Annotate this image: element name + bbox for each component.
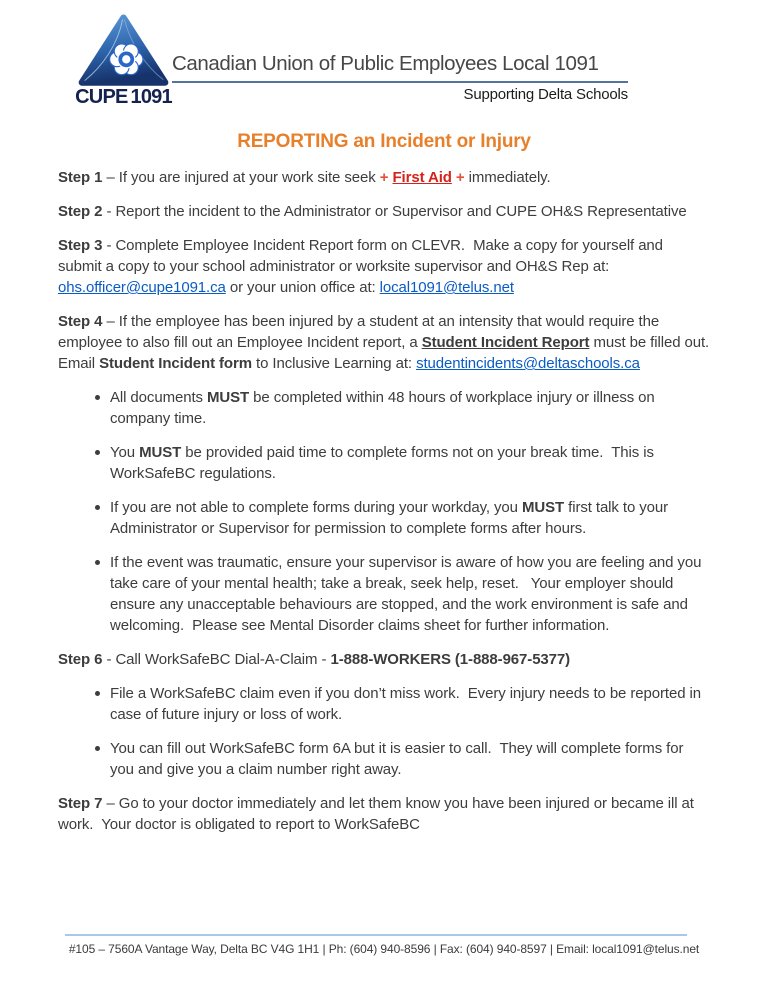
step-6-text: - Call WorkSafeBC Dial-A-Claim - xyxy=(102,651,331,668)
must-emphasis: MUST xyxy=(139,444,182,461)
step-1-paragraph xyxy=(58,167,710,188)
page-title xyxy=(58,131,710,153)
student-incident-report-emphasis: Student Incident Report xyxy=(421,334,590,351)
plus-symbol-left: + xyxy=(379,169,393,186)
step-3-label: Step 3 xyxy=(58,237,103,254)
bullet-text: All documents xyxy=(110,389,207,406)
letterhead-right xyxy=(172,14,628,109)
bullet-documents-48-hours xyxy=(94,387,710,429)
step-4-label: Step 4 xyxy=(58,313,103,330)
bullet-traumatic-event xyxy=(94,552,710,636)
logo-block xyxy=(75,14,172,109)
cupe-triangle-flower-logo-icon xyxy=(76,14,171,88)
claim-bullet-list xyxy=(58,683,710,780)
step-1-text-end: immediately. xyxy=(464,169,551,186)
step-4-text-mid1: must be filled out. Email xyxy=(58,334,718,372)
student-incident-form-emphasis: Student Incident form xyxy=(99,355,252,372)
page-title-rest: an Incident or Injury xyxy=(348,131,531,152)
step-4-text-mid2: to Inclusive Learning at: xyxy=(251,355,417,372)
step-2-paragraph xyxy=(58,201,710,222)
step-4-paragraph xyxy=(58,311,718,374)
bullet-text: If you are not able to complete forms during your workday, you xyxy=(110,499,522,516)
logo-local-number: 1091 xyxy=(130,86,172,108)
page-title-emphasis: REPORTING xyxy=(237,131,349,152)
letterhead xyxy=(75,14,710,109)
logo-org-abbrev: CUPE xyxy=(75,86,128,108)
step-3-text-mid: or your union office at: xyxy=(225,279,380,296)
bullet-text: You can fill out WorkSafeBC form 6A but it is easier to call. They will complete forms for you and give you a claim number right away. xyxy=(110,740,688,778)
student-incidents-email-link[interactable]: studentincidents@deltaschools.ca xyxy=(416,355,640,372)
plus-symbol-right: + xyxy=(451,169,465,186)
bullet-file-claim xyxy=(94,683,710,725)
step-7-text: – Go to your doctor immediately and let them know you have been injured or became ill at work. Your doctor is obligated to report to WorkSafeBC xyxy=(58,795,698,833)
step-2-label: Step 2 xyxy=(58,203,103,220)
footer-contact-info: #105 – 7560A Vantage Way, Delta BC V4G 1H1 | Ph: (604) 940-8596 | Fax: (604) 940-8597 | Email: local1091@telus.net xyxy=(68,942,700,956)
footer-divider xyxy=(65,934,687,936)
document-body xyxy=(58,167,718,835)
step-7-paragraph xyxy=(58,793,710,835)
bullet-text: You xyxy=(110,444,140,461)
organization-tagline: Supporting Delta Schools xyxy=(463,86,628,103)
step-3-paragraph xyxy=(58,235,710,298)
first-aid-emphasis: First Aid xyxy=(392,169,452,186)
step-6-label: Step 6 xyxy=(58,651,103,668)
ohs-officer-email-link[interactable]: ohs.officer@cupe1091.ca xyxy=(58,279,226,296)
step-3-text: - Complete Employee Incident Report form on CLEVR. Make a copy for yourself and submit a copy to your school administrator or worksite supervisor and OH&S Rep at: xyxy=(58,237,667,275)
step-2-text: - Report the incident to the Administrator or Supervisor and CUPE OH&S Representative xyxy=(102,203,687,220)
bullet-text-end: first talk to your Administrator or Supervisor for permission to complete forms after hours. xyxy=(110,499,672,537)
bullet-text-end: be completed within 48 hours of workplace injury or illness on company time. xyxy=(110,389,659,427)
document-footer xyxy=(0,934,768,956)
bullet-after-hours-permission xyxy=(94,497,710,539)
step-6-paragraph xyxy=(58,649,710,670)
bullet-form-6a xyxy=(94,738,710,780)
bullet-text: File a WorkSafeBC claim even if you don’t miss work. Every injury needs to be reported in case of future injury or loss of work. xyxy=(110,685,706,723)
union-office-email-link[interactable]: local1091@telus.net xyxy=(379,279,514,296)
bullet-text-end: be provided paid time to complete forms not on your break time. This is WorkSafeBC regulations. xyxy=(110,444,658,482)
requirements-bullet-list xyxy=(58,387,710,636)
organization-title: Canadian Union of Public Employees Local 1091 xyxy=(172,52,599,75)
header-divider xyxy=(172,81,628,83)
step-1-text: – If you are injured at your work site seek xyxy=(102,169,380,186)
step-1-label: Step 1 xyxy=(58,169,103,186)
step-7-label: Step 7 xyxy=(58,795,103,812)
bullet-text: If the event was traumatic, ensure your supervisor is aware of how you are feeling and you take care of your mental health; take a break, seek help, reset. Your employer should ensure any unacceptable behaviours are stopped, and the work environment is safe and welcoming. Please see Mental Disorder claims sheet for further information. xyxy=(110,554,706,634)
worksafebc-phone-number: 1-888-WORKERS (1-888-967-5377) xyxy=(330,651,571,668)
logo-wordmark xyxy=(75,86,172,109)
bullet-paid-time xyxy=(94,442,710,484)
must-emphasis: MUST xyxy=(206,389,250,406)
must-emphasis: MUST xyxy=(521,499,565,516)
step-4-text: – If the employee has been injured by a student at an intensity that would require the employee to also fill out an Employee Incident report, a xyxy=(58,313,664,351)
